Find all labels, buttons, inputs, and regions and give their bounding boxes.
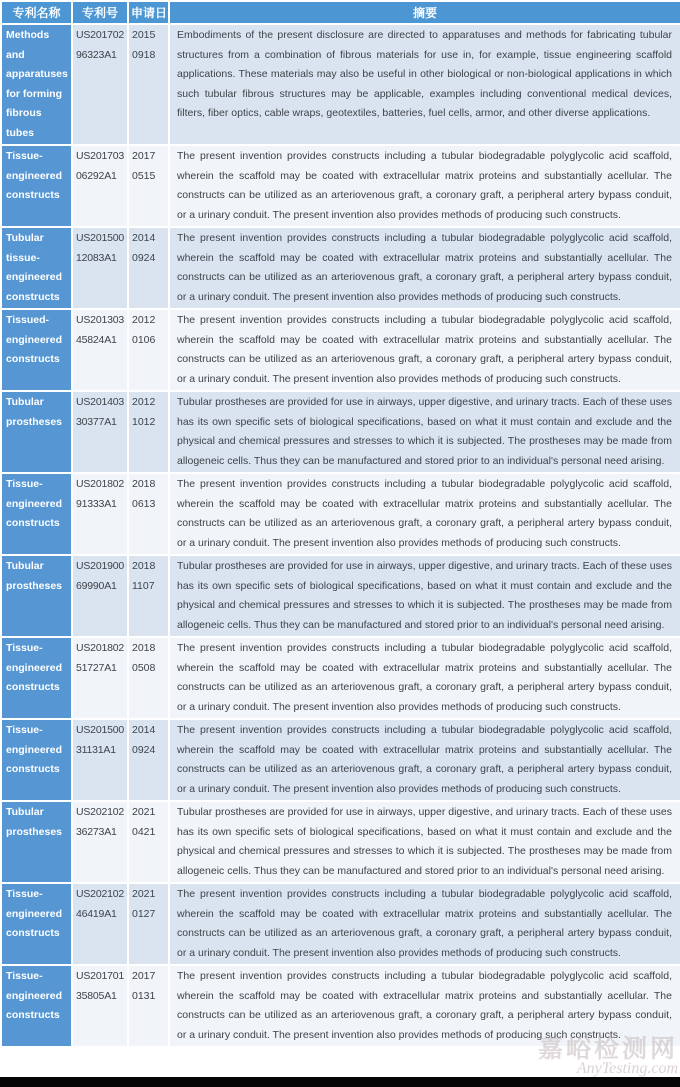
patent-name-cell: Tissue-engineered constructs bbox=[1, 965, 72, 1047]
patent-name-cell: Tissue-engineered constructs bbox=[1, 719, 72, 801]
abstract-cell: Embodiments of the present disclosure are directed to apparatuses and methods for fabricating tubular structures from a combination of fibrous materials for use in, for example, tissue engineering scaffold applications. These materials may also be useful in other biological or non-biological applications in which such tubular fibrous structures may be applicable, examples including conventional medical devices, filters, fiber optics, cable wraps, geotextiles, batteries, fuel cells, armor, and other diverse applications. bbox=[169, 24, 680, 145]
table-row bbox=[1, 883, 680, 965]
filing-date-cell: 2018 1107 bbox=[128, 555, 169, 637]
patent-number-cell: US201701 35805A1 bbox=[72, 965, 128, 1047]
patent-number-cell: US202102 36273A1 bbox=[72, 801, 128, 883]
filing-date-cell: 2015 0918 bbox=[128, 24, 169, 145]
abstract-cell: The present invention provides constructs including a tubular biodegradable polyglycolic acid scaffold, wherein the scaffold may be coated with extracellular matrix proteins and substantially acellular. The constructs can be utilized as an arteriovenous graft, a coronary graft, a peripheral artery bypass conduit, or a urinary conduit. The present invention also provides methods of producing such constructs. bbox=[169, 883, 680, 965]
table-row bbox=[1, 555, 680, 637]
patent-name-cell: Methods and apparatuses for forming fibrous tubes bbox=[1, 24, 72, 145]
filing-date-cell: 2012 0106 bbox=[128, 309, 169, 391]
patent-number-cell: US201703 06292A1 bbox=[72, 145, 128, 227]
filing-date-cell: 2018 0508 bbox=[128, 637, 169, 719]
filing-date-cell: 2014 0924 bbox=[128, 719, 169, 801]
abstract-cell: The present invention provides constructs including a tubular biodegradable polyglycolic acid scaffold, wherein the scaffold may be coated with extracellular matrix proteins and substantially acellular. The constructs can be utilized as an arteriovenous graft, a coronary graft, a peripheral artery bypass conduit, or a urinary conduit. The present invention also provides methods of producing such constructs. bbox=[169, 309, 680, 391]
filing-date-cell: 2012 1012 bbox=[128, 391, 169, 473]
filing-date-cell: 2018 0613 bbox=[128, 473, 169, 555]
table-row bbox=[1, 391, 680, 473]
patent-name-cell: Tubular tissue-engineered constructs bbox=[1, 227, 72, 309]
filing-date-cell: 2021 0421 bbox=[128, 801, 169, 883]
abstract-cell: Tubular prostheses are provided for use in airways, upper digestive, and urinary tracts. Each of these uses has its own specific sets of biological specifications, based on what it must contain and exclude and the physical and chemical pressures and stresses to which it is subjected. The prostheses may be made from allogeneic cells. Thus they can be manufactured and stored prior to an individual's personal need arising. bbox=[169, 555, 680, 637]
patent-number-cell: US201303 45824A1 bbox=[72, 309, 128, 391]
patent-number-cell: US201802 51727A1 bbox=[72, 637, 128, 719]
abstract-cell: Tubular prostheses are provided for use in airways, upper digestive, and urinary tracts. Each of these uses has its own specific sets of biological specifications, based on what it must contain and exclude and the physical and chemical pressures and stresses to which it is subjected. The prostheses may be made from allogeneic cells. Thus they can be manufactured and stored prior to an individual's personal need arising. bbox=[169, 391, 680, 473]
patent-name-cell: Tissued-engineered constructs bbox=[1, 309, 72, 391]
filing-date-cell: 2014 0924 bbox=[128, 227, 169, 309]
abstract-cell: The present invention provides constructs including a tubular biodegradable polyglycolic acid scaffold, wherein the scaffold may be coated with extracellular matrix proteins and substantially acellular. The constructs can be utilized as an arteriovenous graft, a coronary graft, a peripheral artery bypass conduit, or a urinary conduit. The present invention also provides methods of producing such constructs. bbox=[169, 719, 680, 801]
bottom-black-bar bbox=[0, 1077, 680, 1087]
table-row bbox=[1, 145, 680, 227]
table-row bbox=[1, 965, 680, 1047]
filing-date-cell: 2017 0131 bbox=[128, 965, 169, 1047]
patent-name-cell: Tubular prostheses bbox=[1, 391, 72, 473]
patent-number-cell: US201900 69990A1 bbox=[72, 555, 128, 637]
abstract-cell: The present invention provides constructs including a tubular biodegradable polyglycolic acid scaffold, wherein the scaffold may be coated with extracellular matrix proteins and substantially acellular. The constructs can be utilized as an arteriovenous graft, a coronary graft, a peripheral artery bypass conduit, or a urinary conduit. The present invention also provides methods of producing such constructs. bbox=[169, 227, 680, 309]
table-body bbox=[1, 24, 680, 1047]
patent-name-cell: Tubular prostheses bbox=[1, 555, 72, 637]
filing-date-cell: 2021 0127 bbox=[128, 883, 169, 965]
abstract-cell: The present invention provides constructs including a tubular biodegradable polyglycolic acid scaffold, wherein the scaffold may be coated with extracellular matrix proteins and substantially acellular. The constructs can be utilized as an arteriovenous graft, a coronary graft, a peripheral artery bypass conduit, or a urinary conduit. The present invention also provides methods of producing such constructs. bbox=[169, 637, 680, 719]
patent-number-cell: US201702 96323A1 bbox=[72, 24, 128, 145]
column-header-patent-number: 专利号 bbox=[72, 1, 128, 24]
abstract-cell: The present invention provides constructs including a tubular biodegradable polyglycolic acid scaffold, wherein the scaffold may be coated with extracellular matrix proteins and substantially acellular. The constructs can be utilized as an arteriovenous graft, a coronary graft, a peripheral artery bypass conduit, or a urinary conduit. The present invention also provides methods of producing such constructs. bbox=[169, 965, 680, 1047]
patent-name-cell: Tissue-engineered constructs bbox=[1, 883, 72, 965]
table-row bbox=[1, 801, 680, 883]
abstract-cell: Tubular prostheses are provided for use in airways, upper digestive, and urinary tracts. Each of these uses has its own specific sets of biological specifications, based on what it must contain and exclude and the physical and chemical pressures and stresses to which it is subjected. The prostheses may be made from allogeneic cells. Thus they can be manufactured and stored prior to an individual's personal need arising. bbox=[169, 801, 680, 883]
filing-date-cell: 2017 0515 bbox=[128, 145, 169, 227]
patent-number-cell: US201500 12083A1 bbox=[72, 227, 128, 309]
column-header-filing-date: 申请日 bbox=[128, 1, 169, 24]
patent-number-cell: US201403 30377A1 bbox=[72, 391, 128, 473]
patent-name-cell: Tissue-engineered constructs bbox=[1, 473, 72, 555]
table-row bbox=[1, 473, 680, 555]
table-row bbox=[1, 637, 680, 719]
abstract-cell: The present invention provides constructs including a tubular biodegradable polyglycolic acid scaffold, wherein the scaffold may be coated with extracellular matrix proteins and substantially acellular. The constructs can be utilized as an arteriovenous graft, a coronary graft, a peripheral artery bypass conduit, or a urinary conduit. The present invention also provides methods of producing such constructs. bbox=[169, 473, 680, 555]
table-row bbox=[1, 719, 680, 801]
patent-name-cell: Tissue-engineered constructs bbox=[1, 145, 72, 227]
patent-name-cell: Tissue-engineered constructs bbox=[1, 637, 72, 719]
patent-name-cell: Tubular prostheses bbox=[1, 801, 72, 883]
table-row bbox=[1, 227, 680, 309]
watermark-site-name: 嘉峪检测网 bbox=[537, 1035, 678, 1063]
patent-number-cell: US202102 46419A1 bbox=[72, 883, 128, 965]
column-header-abstract: 摘要 bbox=[169, 1, 680, 24]
watermark-site-url: AnyTesting.com bbox=[576, 1060, 678, 1077]
patent-number-cell: US201802 91333A1 bbox=[72, 473, 128, 555]
table-row bbox=[1, 24, 680, 145]
abstract-cell: The present invention provides constructs including a tubular biodegradable polyglycolic acid scaffold, wherein the scaffold may be coated with extracellular matrix proteins and substantially acellular. The constructs can be utilized as an arteriovenous graft, a coronary graft, a peripheral artery bypass conduit, or a urinary conduit. The present invention also provides methods of producing such constructs. bbox=[169, 145, 680, 227]
patent-number-cell: US201500 31131A1 bbox=[72, 719, 128, 801]
column-header-patent-name: 专利名称 bbox=[1, 1, 72, 24]
table-row bbox=[1, 309, 680, 391]
table-header-row bbox=[1, 1, 680, 24]
